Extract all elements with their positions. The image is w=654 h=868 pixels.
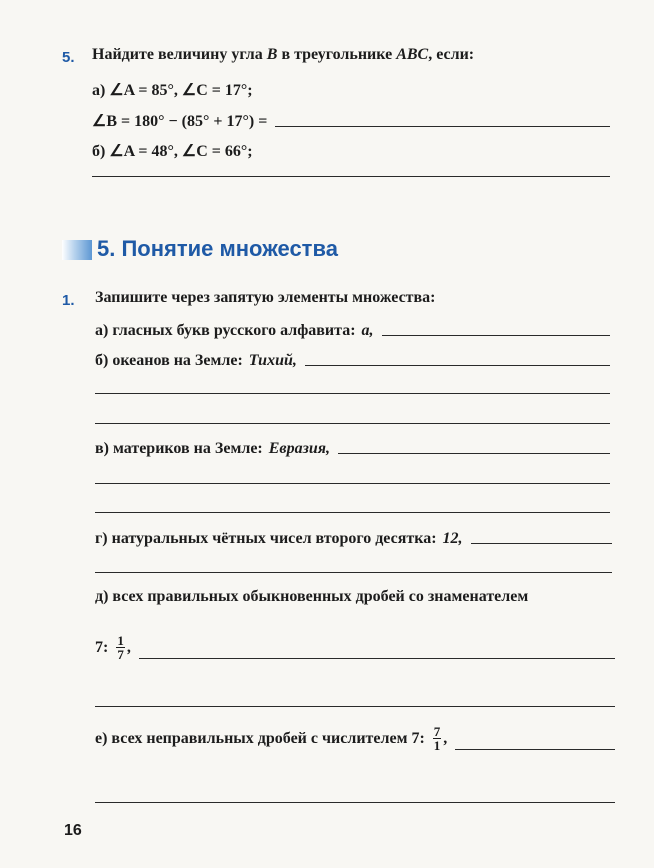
answer-line[interactable]	[139, 657, 615, 659]
task1-g-label: г) натуральных чётных чисел второго десятка:	[95, 530, 437, 547]
task1-d-row	[95, 634, 615, 661]
fraction-1-7	[116, 634, 125, 661]
task1-a-label: а) гласных букв русского алфавита:	[95, 322, 356, 339]
task1-a-row	[95, 322, 610, 340]
answer-line[interactable]	[95, 423, 610, 424]
task5-prompt-mid: в треугольнике	[281, 46, 393, 63]
task5-var-b: B	[266, 46, 278, 63]
section-title: 5. Понятие множества	[97, 236, 338, 261]
answer-line[interactable]	[95, 802, 615, 803]
fraction-numerator: 7	[433, 724, 441, 739]
answer-line[interactable]	[95, 483, 610, 484]
task1-number: 1.	[62, 292, 75, 309]
task1-prompt: Запишите через запятую элементы множества:	[95, 289, 436, 306]
answer-line[interactable]	[95, 393, 610, 394]
answer-line[interactable]	[382, 334, 610, 336]
task1-e-row	[95, 725, 615, 752]
answer-line[interactable]	[92, 176, 610, 177]
task1-e-label: е) всех неправильных дробей с числителем 7:	[95, 729, 425, 747]
task1-a-example: а,	[361, 322, 374, 339]
fraction-numerator: 1	[117, 633, 124, 648]
answer-line[interactable]	[95, 512, 610, 513]
task1-d-seven: 7:	[95, 638, 109, 656]
task1-v-row	[95, 440, 610, 458]
section-marker	[62, 240, 92, 260]
answer-line[interactable]	[455, 748, 615, 750]
task1-v-example: Евразия,	[268, 440, 330, 457]
task5-number: 5.	[62, 49, 75, 66]
task1-b-example: Тихий,	[248, 352, 297, 369]
task5-b-calc: ∠B = 180° − (85° + 17°) =	[92, 113, 268, 130]
task5-b-line: б) ∠A = 48°, ∠C = 66°;	[92, 143, 253, 160]
answer-line[interactable]	[275, 125, 610, 127]
task5-a-line: а) ∠A = 85°, ∠C = 17°;	[92, 82, 253, 99]
task5-b-calc-row	[92, 111, 610, 131]
answer-line[interactable]	[95, 572, 612, 573]
task1-d-comma: ,	[126, 638, 131, 656]
page-number: 16	[64, 822, 82, 839]
answer-line[interactable]	[305, 364, 610, 366]
fraction-denominator: 1	[433, 738, 441, 753]
fraction-denominator: 7	[117, 647, 124, 662]
answer-line[interactable]	[95, 706, 615, 707]
task1-b-label: б) океанов на Земле:	[95, 352, 243, 369]
task1-g-row	[95, 530, 612, 548]
task5-prompt-after: , если:	[428, 46, 475, 63]
task1-v-label: в) материков на Земле:	[95, 440, 263, 457]
fraction-7-1	[433, 725, 442, 752]
task5-prompt	[92, 46, 474, 64]
task1-b-row	[95, 352, 610, 370]
answer-line[interactable]	[471, 542, 612, 544]
task5-prompt-before: Найдите величину угла	[92, 46, 263, 63]
task5-var-abc: ABC	[396, 46, 429, 63]
task1-d-label: д) всех правильных обыкновенных дробей со знаменателем	[95, 588, 529, 605]
answer-line[interactable]	[338, 452, 610, 454]
task1-g-example: 12,	[442, 530, 463, 547]
task1-e-comma: ,	[443, 729, 448, 747]
